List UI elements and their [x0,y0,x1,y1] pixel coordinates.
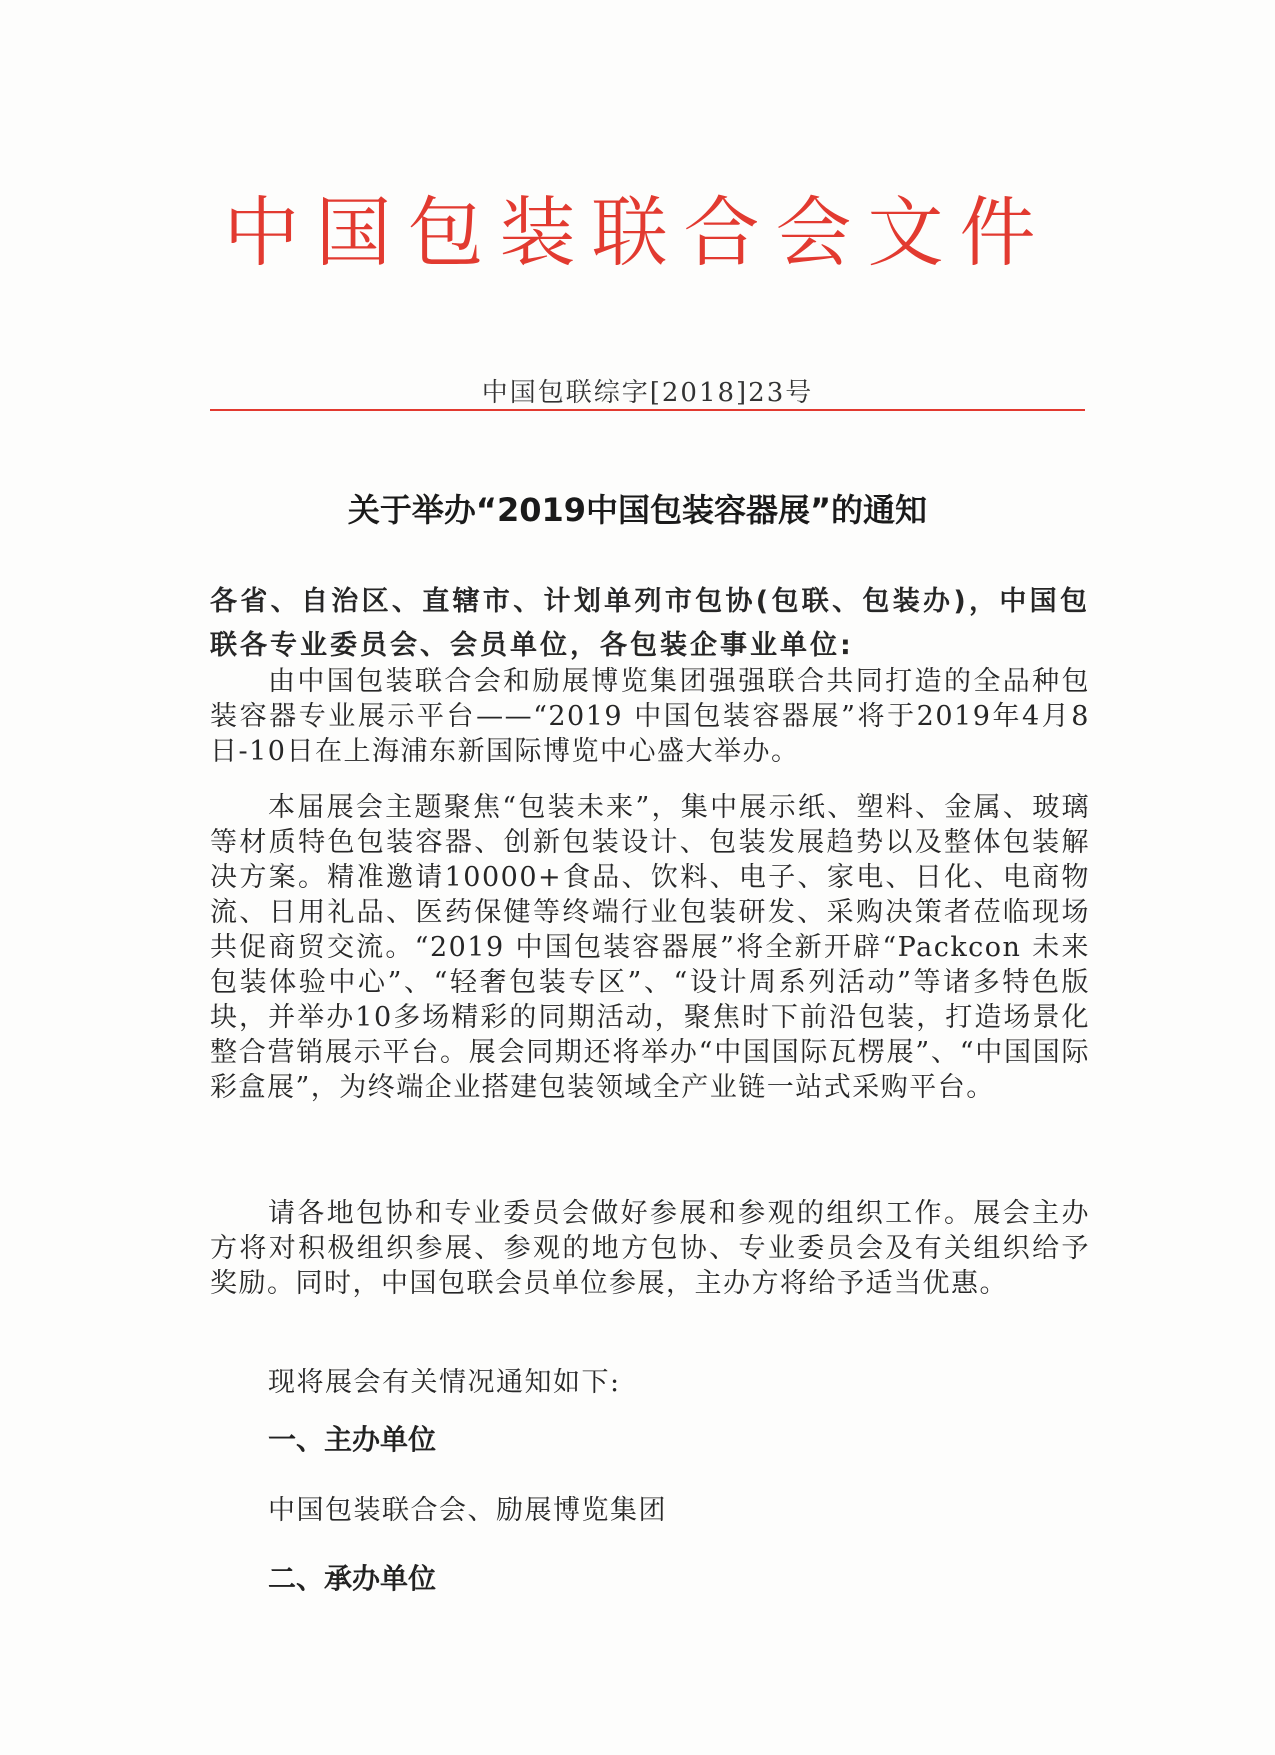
document-number: 中国包联综字[2018]23号 [481,378,814,408]
section-content-organizers: 中国包装联合会、励展博览集团 [268,1495,667,1526]
paragraph-1: 由中国包装联合会和励展博览集团强强联合共同打造的全品种包装容器专业展示平台——“2019 中国包装容器展”将于2019年4月8日-10日在上海浦东新国际博览中心盛大举办。 [210,666,1090,767]
intro-line: 现将展会有关情况通知如下: [268,1367,621,1398]
salutation: 各省、自治区、直辖市、计划单列市包协(包联、包装办)，中国包联各专业委员会、会员单位，各包装企事业单位: [210,586,1090,661]
header-red-rule [210,409,1085,411]
notice-title: 关于举办“2019中国包装容器展”的通知 [347,491,928,529]
section-heading-co-organizers: 二、承办单位 [268,1562,437,1595]
document-masthead: 中国包装联合会文件 [223,188,1052,277]
paragraph-2: 本届展会主题聚焦“包装未来”，集中展示纸、塑料、金属、玻璃等材质特色包装容器、创新包装设计、包装发展趋势以及整体包装解决方案。精准邀请10000+食品、饮料、电子、家电、日化、电商物流、日用礼品、医药保健等终端行业包装研发、采购决策者莅临现场共促商贸交流。“2019 中国包装容器展”将全新开辟“Packcon 未来包装体验中心”、“轻奢包装专区”、“设计周系列活动”等诸多特色版块，并举办10多场精彩的同期活动，聚焦时下前沿包装，打造场景化整合营销展示平台。展会同期还将举办“中国国际瓦楞展”、“中国国际彩盒展”，为终端企业搭建包装领域全产业链一站式采购平台。 [210,792,1090,1103]
section-heading-organizers: 一、主办单位 [268,1423,437,1456]
paragraph-3: 请各地包协和专业委员会做好参展和参观的组织工作。展会主办方将对积极组织参展、参观的地方包协、专业委员会及有关组织给予奖励。同时，中国包联会员单位参展，主办方将给予适当优惠。 [210,1198,1090,1299]
